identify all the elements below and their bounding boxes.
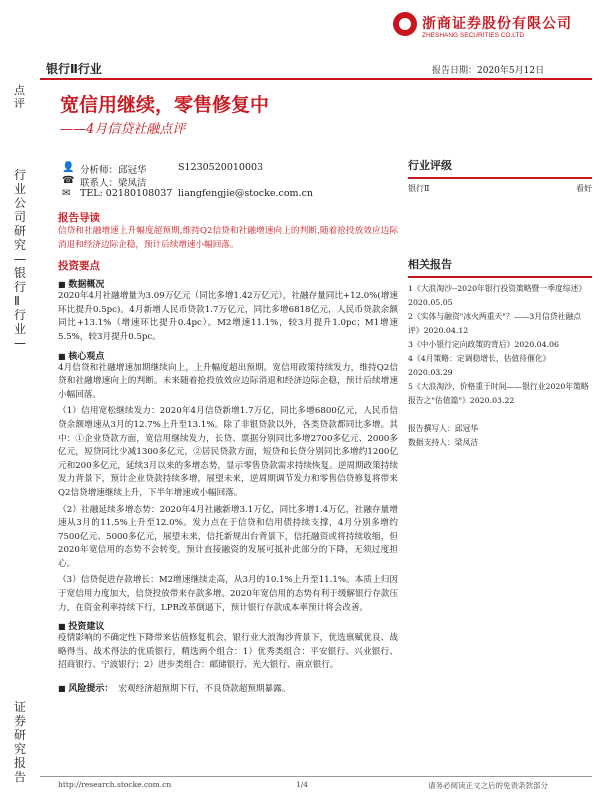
- analyst-name: 分析师：邱冠华: [80, 165, 147, 176]
- bullet-risk: ■ 风险提示：: [58, 684, 113, 694]
- related-report-5[interactable]: 5《大浪淘沙，价格重于时间——银行业2020年策略报告之"估值篇"》2020.03.22: [408, 382, 589, 405]
- data-supporter: 数据支持人：梁凤洁: [408, 438, 479, 447]
- page-number: 1/4: [296, 780, 309, 789]
- telephone: TEL: 02180108037: [80, 188, 173, 199]
- related-divider: [408, 276, 592, 278]
- risk-text: 宏观经济超预期下行，不良贷款超预期暴露。: [118, 684, 291, 695]
- paragraph-deposits: （3）信贷促进存款增长：M2增速继续走高，从3月的10.1%上升至11.1%。本质上归因于宽信用力度加大，信贷投放带来存款多增。2020年宽信用的态势有利于缓解银行存款压力，在资金利率持续下行，LPR改革倒逼下，预计银行存款成本率预计将会改善。: [58, 575, 398, 613]
- bullet-data-overview: ■ 数据概况: [58, 277, 398, 290]
- related-heading: 相关报告: [408, 258, 452, 271]
- footer-divider: [40, 776, 592, 777]
- page-title: 宽信用继续，零售修复中: [60, 94, 270, 116]
- side-tag: 点评: [14, 84, 25, 110]
- rating-label: 银行Ⅱ: [408, 184, 430, 193]
- report-writer: 报告撰写人：邱冠华: [408, 424, 479, 433]
- paragraph-investment: 疫情影响的不确定性下降带来估值修复机会，银行业大浪淘沙背景下，优选禀赋优良、战略得当、战术得法的优质银行，精选两个组合：1）优秀类组合：平安银行、兴业银行、招商银行、宁波银行；2）进步类组合：邮储银行、光大银行、南京银行。: [58, 633, 398, 671]
- right-sidebar: [408, 157, 592, 450]
- company-logo-icon: [393, 12, 417, 36]
- related-report-1[interactable]: 1《大浪淘沙--2020年银行投资策略暨一季度综述》2020.05.05: [408, 284, 587, 307]
- intro-text: 信贷和社融增速上升幅度超预期,维持Q2信贷和社融增速向上的判断,随着抢投放效应边际消退和经济边际企稳，预计后续增速小幅回落。: [58, 226, 398, 250]
- rating-divider: [408, 177, 592, 179]
- report-date: 报告日期：2020年5月12日: [432, 66, 545, 76]
- rating-heading: 行业评级: [408, 159, 452, 172]
- footer-disclaimer: 请务必阅读正文之后的免责条款部分: [428, 781, 548, 790]
- main-content: [58, 210, 398, 697]
- side-bottom-label: 证券研究报告: [14, 700, 27, 784]
- sector-label: 银行Ⅱ行业: [46, 62, 102, 76]
- phone-icon: ☎: [62, 175, 75, 186]
- bullet-investment-advice: ■ 投资建议: [58, 619, 398, 632]
- company-name-cn: 浙商证券股份有限公司: [422, 16, 572, 32]
- footer-url[interactable]: http://research.stocke.com.cn: [58, 780, 172, 789]
- page-subtitle: ——4月信贷社融点评: [60, 122, 186, 137]
- person-icon: 👤: [62, 162, 75, 173]
- intro-heading: 报告导读: [58, 212, 100, 224]
- bullet-core-view: ■ 核心观点: [58, 349, 398, 362]
- related-report-3[interactable]: 3《中小银行定向政策的背后》2020.04.06: [408, 340, 559, 349]
- key-points-heading: 投资要点: [58, 260, 100, 273]
- mail-icon: ✉: [62, 188, 71, 199]
- analyst-cert: S1230520010003: [178, 162, 264, 173]
- header-divider: [40, 78, 592, 80]
- paragraph-credit: （1）信用宽松继续发力：2020年4月信贷新增1.7万亿，同比多增6800亿元，人民币信贷余额增速从3月的12.7%上升至13.1%。除了非银贷款以外，各类贷款都同比多增。其中：①企业贷款方面，宽信用继续发力，长贷、票据分别同比多增2700多亿元、2000多亿元，短贷同比少减1300多亿元，②居民贷款方面，短贷和长贷分别同比多增约1200亿元和200多亿元，延续3月以来的多增态势，显示零售贷款需求持续恢复。逆周期政策持续发力背景下，预计企业贷款持续多增，展望未来，逆周期调节发力和零售信贷修复将带来Q2信贷增速继续上升，下半年增速或小幅回落。: [58, 406, 398, 498]
- paragraph-social-financing: （2）社融延续多增态势：2020年4月社融新增3.1万亿，同比多增1.4万亿，社融存量增速从3月的11.5%上升至12.0%。发力点在于信贷和信用债持续支撑，4月分别多增约7500亿元、5000多亿元，展望未来，信托新规出台背景下，信托融资或将持续收缩，但2020年宽信用的态势不会转变，预计直接融资的发展可抵补此部分的下降，无须过度担心。: [58, 504, 398, 569]
- paragraph-data: 2020年4月社融增量为3.09万亿元（同比多增1.42万亿元），社融存量同比+12.0%(增速环比提升0.5pc)。4月新增人民币贷款1.7万亿元，同比多增6818亿元，人民币贷款余额同比+13.1%（增速环比提升0.4pc）。M2增速11.1%，较3月提升1.0pc；M1增速5.5%，较3月提升0.5pc。: [58, 291, 398, 342]
- email-link[interactable]: liangfengjie@stocke.com.cn: [178, 188, 314, 199]
- related-report-2[interactable]: 2《实体与融资"冰火两重天"？——3月信贷社融点评》2020.04.12: [408, 312, 582, 335]
- liaison-name: 联系人：梁凤洁: [80, 178, 147, 189]
- rating-row: [408, 183, 592, 194]
- company-name-en: ZHESHANG SECURITIES CO.LTD: [422, 32, 525, 39]
- related-report-4[interactable]: 4《4月策略：定调稳增长，估值待催化》2020.03.29: [408, 354, 551, 377]
- side-vertical-label: 行业公司研究—银行Ⅱ行业—: [14, 168, 27, 350]
- paragraph-core-view: 4月信贷和社融增速加期继续向上，上升幅度超出预期。宽信用政策持续发力，维持Q2信贷和社融增速向上的判断。未来随着抢投放效应边际消退和经济边际企稳，预计后续增速小幅回落。: [58, 362, 398, 400]
- rating-value: 看好: [576, 184, 592, 193]
